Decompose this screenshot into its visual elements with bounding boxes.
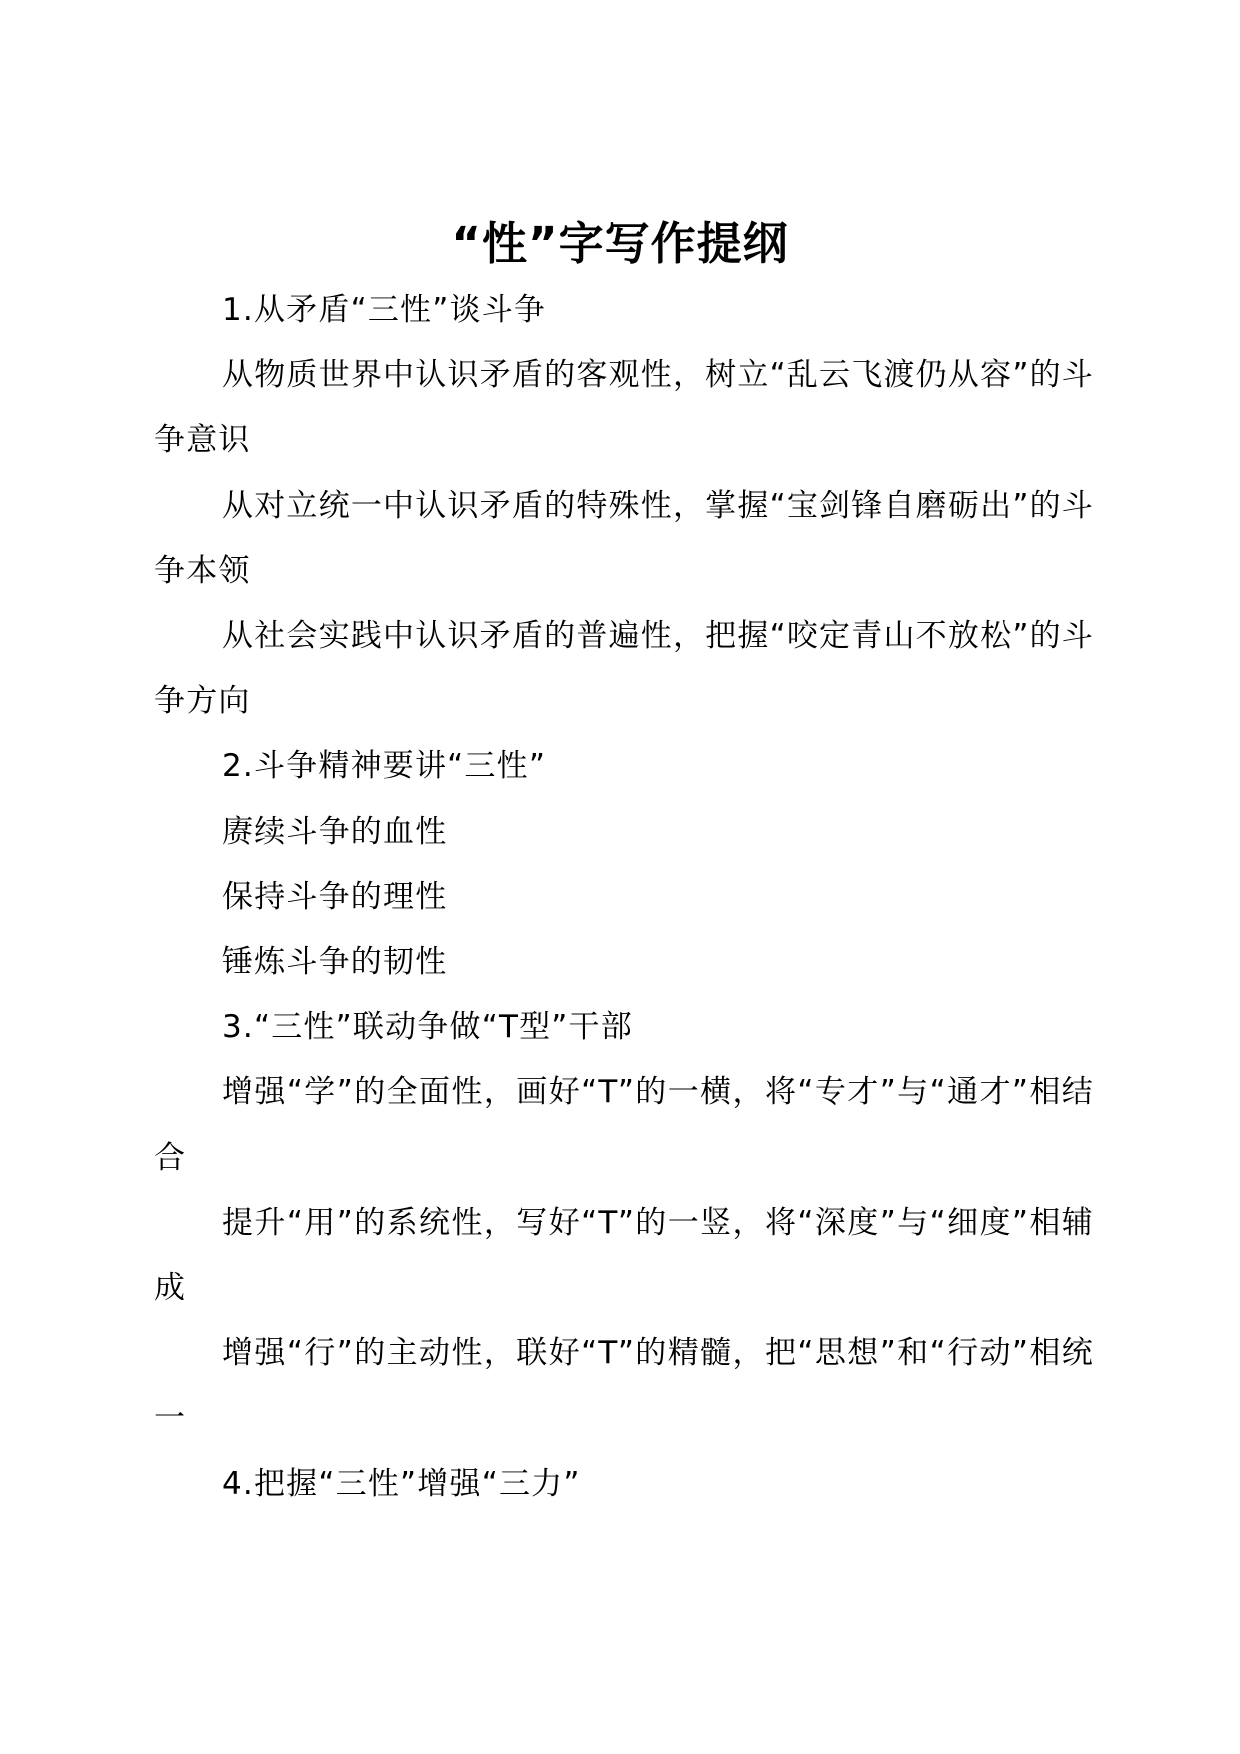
paragraph: 增强“学”的全面性，画好“T”的一横，将“专才”与“通才”相结合	[154, 1074, 1094, 1176]
paragraph: 从物质世界中认识矛盾的客观性，树立“乱云飞渡仍从容”的斗争意识	[154, 357, 1094, 459]
document-body	[154, 278, 1094, 1517]
paragraph: 赓续斗争的血性	[222, 813, 448, 850]
paragraph: 从社会实践中认识矛盾的普遍性，把握“咬定青山不放松”的斗争方向	[154, 618, 1094, 720]
document-title: “性”字写作提纲	[451, 217, 789, 270]
paragraph: 保持斗争的理性	[222, 878, 448, 915]
paragraph: 锤炼斗争的韧性	[222, 944, 448, 981]
paragraph: 增强“行”的主动性，联好“T”的精髓，把“思想”和“行动”相统一	[154, 1335, 1094, 1437]
section-heading-4: 4.把握“三性”增强“三力”	[222, 1465, 581, 1502]
section-heading-2: 2.斗争精神要讲“三性”	[222, 748, 547, 785]
section-heading-3: 3.“三性”联动争做“T型”干部	[222, 1009, 633, 1046]
paragraph: 提升“用”的系统性，写好“T”的一竖，将“深度”与“细度”相辅成	[154, 1204, 1094, 1307]
paragraph: 从对立统一中认识矛盾的特殊性，掌握“宝剑锋自磨砺出”的斗争本领	[154, 487, 1094, 589]
section-heading-1: 1.从矛盾“三性”谈斗争	[222, 292, 547, 328]
